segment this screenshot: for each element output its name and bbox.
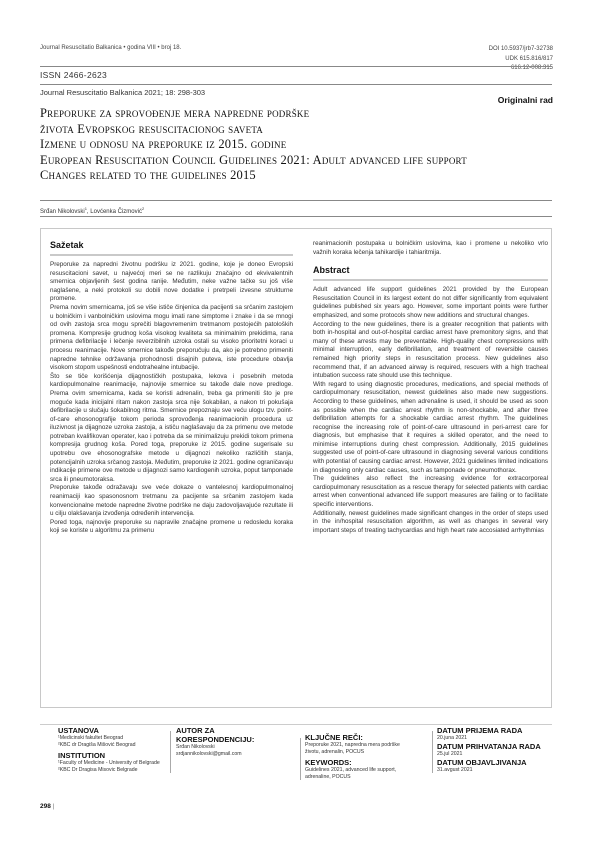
received-date-heading: DATUM PRIJEMA RADA: [437, 726, 523, 735]
journal-citation: Journal Resuscitatio Balkanica 2021; 18: 298-303: [40, 88, 206, 97]
abstract-paragraph: According to the new guidelines, there is a greater recognition that patients with both in-hospital and out-of-hospital cardiac arrest have premonitory signs, and that many of these arrests may be preventable. High-quality chest compressions with minimal interruption, early defibrillation, and treatment of reversible causes remained high priority steps in resuscitation process. New guidelines also recommend that, if an advanced airway is required, rescuers with a high tracheal intubation success rate should use this technique.: [313, 320, 548, 380]
received-date: 20.juna 2021: [437, 735, 468, 741]
abstract-paragraph: Adult advanced life support guidelines 2021 provided by the European Resuscitation Council in its largest extent do not differ significantly from equivalent guidelines published six years ago. However, some important points were further emphasized, and some protocols show new additions and structural changes.: [313, 286, 548, 319]
page-number-value: 298: [40, 803, 51, 810]
doi-udk-block: [489, 45, 553, 74]
issn: ISSN 2466-2623: [40, 70, 108, 80]
keywords-block: [305, 733, 417, 781]
abstract-paragraph: Additionally, newest guidelines made significant changes in the order of steps used in the in/hospital resuscitation algorithm, as well as changes in several very important steps of treating tachycardias and high heart rate accosiated arrhythmias: [313, 509, 548, 534]
correspondence-block: [176, 726, 286, 758]
header-divider: [40, 66, 552, 67]
page-number: [40, 803, 54, 810]
correspondence-email: srdjannikolovski@gmail.com: [176, 751, 242, 757]
footer-divider: [40, 724, 552, 725]
udk-line-2: 616.12-008.315: [510, 65, 553, 71]
accepted-date-heading: DATUM PRIHVATANJA RADA: [437, 742, 541, 751]
footer-separator: [170, 731, 171, 773]
sazetak-paragraph: Preporuke takođe odražavaju sve veće dokaze o vantelesnoj kardiopulmonalnoj reanimaciji kao spasonosnom tretmanu za pacijente sa srčanim zastojem kada konvencionalne metode napredne životne podrške ne daju zadovoljavajuće rezultate ili u cilju olakšavanja izvođenja određenih intervencija.: [50, 484, 293, 518]
author-separator: ,: [86, 209, 91, 215]
institution-line: ¹Faculty of Medicine - University of Belgrade: [58, 760, 160, 766]
sazetak-paragraph: Pored toga, najnovije preporuke su napravile značajne promene u redosledu koraka koji se koriste u algoritmu za primenu: [50, 518, 293, 535]
title-line: Izmene u odnosu na preporuke iz 2015. godine: [40, 137, 287, 151]
kljucne-reci-line: životu, adrenalin, POCUS: [305, 749, 365, 755]
affiliation-block: [58, 726, 163, 774]
abstract-body: [313, 286, 548, 535]
ustanova-heading: USTANOVA: [58, 726, 99, 735]
article-titles: [40, 106, 560, 184]
sazetak-paragraph: Što se tiče korišćenja dijagnostičkih postupaka, lekova i posebnih metoda kardiopulmonalne reanimacije, najnovije smernice su takođe dale nove predloge. Prema ovim smernicama, kada se koristi adrenalin, treba ga primeniti što je pre moguće kada inicijalni ritam nakon zastoja srca nije šokabilan, a nakon tri pokušaja defibrilacije u slučaju šokabilnog ritma. Smernice prepoznaju sve veću ulogu tzv. point-of-care ehosonografije tokom perioda sprovođenja reanimacionih procedura uz iluzivnost ja dijagnoze uzroka zastoja, a ističu naglašavaju da za primenu ove metode potreban kvalifikovan operater, kao i potreba da se minimalizuju prekidi tokom primena kompresija grudnog koša. Pored toga, preporuke iz 2015. godine sugerisale su upotrebu ove ehosonografske metode u dijagnozi nekoliko različitih stanja, potencijalnih uzroka srčanog zastoja. Međutim, preporuke iz 2021. godine ograničavaju indikacije primene ove metode u dijagnozi samo kardiogenih uzroka, poput tamponade srca ili pneumotoraksa.: [50, 372, 293, 483]
footer-separator: [300, 738, 301, 780]
author-divider: [40, 216, 552, 217]
title-line: European Resuscitation Council Guidelines 2021: Adult advanced life support: [40, 152, 467, 167]
ustanova-line: ¹Medicinski fakultet Beograd: [58, 735, 124, 741]
footer-separator: [432, 731, 433, 773]
correspondence-name: Srđan Nikolovski: [176, 744, 215, 750]
abstract-heading: Abstract: [313, 265, 548, 281]
author-affiliation-mark: 2: [141, 206, 145, 211]
correspondence-heading: AUTOR ZA: [176, 726, 215, 735]
author-name: Lovćenka Čizmović: [90, 209, 142, 215]
title-line: života Evropskog resuscitacionog saveta: [40, 121, 263, 136]
accepted-date: 25.jul 2021: [437, 751, 463, 757]
sazetak-body: [50, 261, 293, 536]
title-divider: [40, 200, 552, 201]
sazetak-column: [50, 240, 293, 536]
author-name: Srđan Nikolovski: [40, 209, 85, 215]
sazetak-paragraph: Prema novim smernicama, još se više ističe činjenica da pacijenti sa srčanim zastojem u bolničkim i vanbolničkim uslovima mogu imati rane simptome i znake i da se mnogi od ovih zastoja srca mogu sprečiti blagovremenim tretmanom postojećih patoloških promena. Kompresije grudnog koša visokog kvaliteta sa minimalnim prekidima, rana primena defibrilacije i lečenje reverzibilnih uzroka ostali su visoko prioritetni koraci u procesu reanimacije. Nove smernice takođe preporučuju da, ako je potrebno primeniti napredne tehnike održavanja prohodnosti disajnih puteva, iste procedure obavlja visokom stopom uspešnosti endotrahealne intubacije.: [50, 303, 293, 372]
published-date: 31.avgust 2021: [437, 767, 473, 773]
title-line: Preporuke za sprovođenje mera napredne podrške: [40, 106, 310, 120]
author-affiliation-mark: 1: [84, 206, 87, 211]
sazetak-continued: reanimacionih postupaka u bolničkim uslovima, kao i promene u nekoliko vrlo važnih koraka lečenja tahikardije i tahiaritmija.: [313, 240, 548, 256]
article-type: Originalni rad: [497, 95, 553, 105]
keywords-line: adrenaline, POCUS: [305, 774, 351, 780]
institution-line: ²KBC Dr Dragisa Misovic Belgrade: [58, 767, 138, 773]
sazetak-heading: Sažetak: [50, 240, 293, 256]
abstract-paragraph: The guidelines also reflect the increasing evidence for extracorporeal cardiopulmonary resuscitation as a rescue therapy for selected patients with cardiac arrest when conventional advanced life support measures are failing or to facilitate specific interventions.: [313, 475, 548, 509]
kljucne-reci-line: Preporuke 2021, napredna mera podrške: [305, 742, 400, 748]
abstract-column: [313, 240, 548, 535]
kljucne-reci-heading: KLJUČNE REČI:: [305, 733, 363, 742]
issn-divider: [40, 84, 552, 85]
keywords-heading: KEYWORDS:: [305, 758, 352, 767]
doi: DOI 10.5937/jrb7-32738: [488, 46, 553, 52]
dates-block: [437, 726, 552, 774]
author-list: [40, 206, 144, 215]
institution-heading: INSTITUTION: [58, 751, 106, 760]
ustanova-line: ²KBC dr Dragiša Mišović Beograd: [58, 742, 136, 748]
abstract-paragraph: With regard to using diagnostic procedures, medications, and special methods of cardiopulmonary resuscitation, newest guidelines also made new suggestions. According to these guidelines, when adrenaline is used, it should be used as soon as possible when the cardiac arrest rhythm is non-shockable, and after three defibrillation attempts for a shockable cardiac arrest rhythm. The guidelines recognise the increasing role of point-of-care ultrasound in peri-arrest care for diagnosis, but emphasise that it requires a skilled operator, and the need to minimise interruptions during chest compression. Additionally, 2015 guidelines suggested use of point-of-care ultrasound in diagnosing several various conditions with potential of causing cardiac arrest. However, 2021 guidelines limited indications in diagnosing only cardiac causes, such as tamponade or pneumothorax.: [313, 380, 548, 474]
page-number-bar: |: [52, 803, 55, 810]
udk-line-1: UDK 615.816/817: [505, 55, 553, 62]
correspondence-heading: KORESPONDENCIJU:: [176, 735, 255, 744]
title-line: Changes related to the guidelines 2015: [40, 168, 256, 182]
sazetak-paragraph: Preporuke za napredni životnu podršku iz 2021. godine, koje je doneo Evropski resuscitacioni savet, u najvećoj meri se ne razlikuju značajno od ekvivalentnih smernica objavljenih šest godina ranije. Međutim, neke važne tačke su još više naglašene, a neki protokoli su dobili nove dodatke i pretrpeli izvesne strukturne promene.: [50, 261, 293, 303]
running-header: Journal Resuscitatio Balkanica • godina VIII • broj 18.: [40, 45, 182, 51]
published-date-heading: DATUM OBJAVLJIVANJA: [437, 758, 527, 767]
keywords-line: Guidelines 2021, advanced life support,: [305, 767, 397, 773]
